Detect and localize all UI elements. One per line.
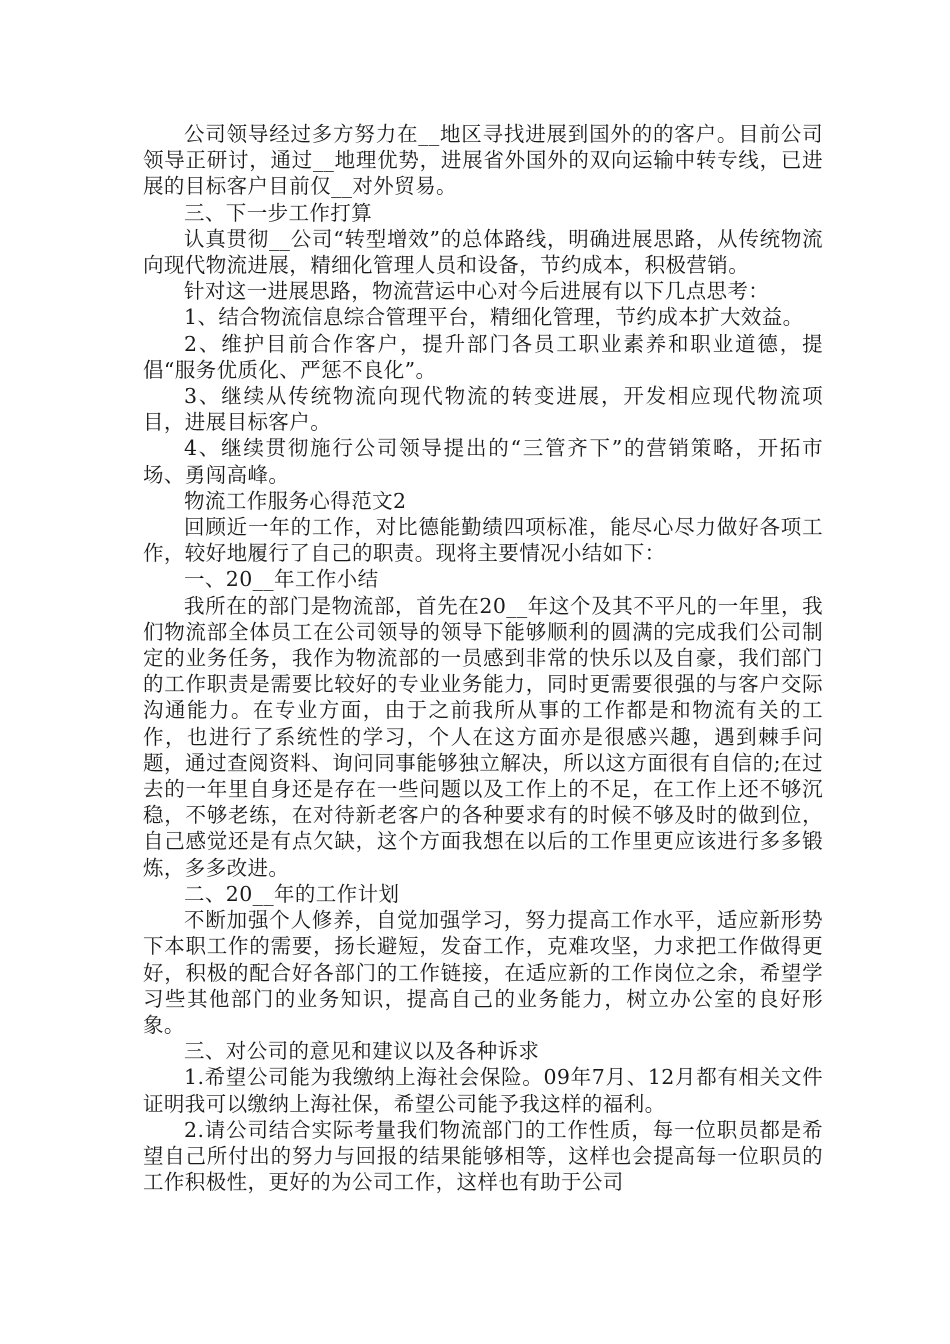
list-item-2: 2、维护目前合作客户，提升部门各员工职业素养和职业道德，提倡“服务优质化、严惩不良化”。 (143, 331, 823, 382)
paragraph-6: 不断加强个人修养，自觉加强学习，努力提高工作水平，适应新形势下本职工作的需要，扬长避短，发奋工作，克难攻坚，力求把工作做得更好，积极的配合好各部门的工作链接，在适应新的工作岗位之余，希望学习些其他部门的业务知识，提高自己的业务能力，树立办公室的良好形象。 (143, 908, 823, 1037)
list-item-4: 4、继续贯彻施行公司领导提出的“三管齐下”的营销策略，开拓市场、勇闯高峰。 (143, 436, 823, 487)
section-heading-summary: 一、20__年工作小结 (184, 567, 379, 592)
suggestion-1: 1.希望公司能为我缴纳上海社会保险。09年7月、12月都有相关文件证明我可以缴纳上海社保，希望公司能予我这样的福利。 (143, 1065, 823, 1116)
suggestion-2: 2.请公司结合实际考量我们物流部门的工作性质，每一位职员都是希望自己所付出的努力与回报的结果能够相等，这样也会提高每一位职员的工作积极性，更好的为公司工作，这样也有助于公司 (143, 1117, 823, 1195)
paragraph-5: 我所在的部门是物流部，首先在20__年这个及其不平凡的一年里，我们物流部全体员工在公司领导的领导下能够顺利的圆满的完成我们公司制定的业务任务，我作为物流部的一员感到非常的快乐以及自豪，我们部门的工作职责是需要比较好的专业业务能力，同时更需要很强的与客户交际沟通能力。在专业方面，由于之前我所从事的工作都是和物流有关的工作，也进行了系统性的学习，个人在这方面亦是很感兴趣，遇到棘手问题，通过查阅资料、询问同事能够独立解决，所以这方面很有自信的;在过去的一年里自身还是存在一些问题以及工作上的不足，在工作上还不够沉稳，不够老练，在对待新老客户的各种要求有的时候不够及时的做到位，自己感觉还是有点欠缺，这个方面我想在以后的工作里更应该进行多多锻炼，多多改进。 (143, 593, 823, 880)
article-title-2: 物流工作服务心得范文2 (184, 488, 407, 513)
paragraph-3: 针对这一进展思路，物流营运中心对今后进展有以下几点思考： (184, 279, 770, 304)
section-heading-next-steps: 三、下一步工作打算 (184, 200, 373, 225)
section-heading-suggestions: 三、对公司的意见和建议以及各种诉求 (184, 1039, 540, 1064)
document-body (143, 121, 823, 1195)
paragraph-1: 公司领导经过多方努力在__地区寻找进展到国外的的客户。目前公司领导正研讨，通过__地理优势，进展省外国外的双向运输中转专线，已进展的目标客户目前仅__对外贸易。 (143, 122, 823, 199)
list-item-1: 1、结合物流信息综合管理平台，精细化管理，节约成本扩大效益。 (184, 305, 804, 330)
paragraph-4: 回顾近一年的工作，对比德能勤绩四项标准，能尽心尽力做好各项工作，较好地履行了自己的职责。现将主要情况小结如下： (143, 515, 823, 566)
paragraph-2: 认真贯彻__公司“转型增效”的总体路线，明确进展思路，从传统物流向现代物流进展，精细化管理人员和设备，节约成本，积极营销。 (143, 226, 823, 278)
section-heading-plan: 二、20__年的工作计划 (184, 881, 400, 906)
list-item-3: 3、继续从传统物流向现代物流的转变进展，开发相应现代物流项目，进展目标客户。 (143, 384, 823, 435)
